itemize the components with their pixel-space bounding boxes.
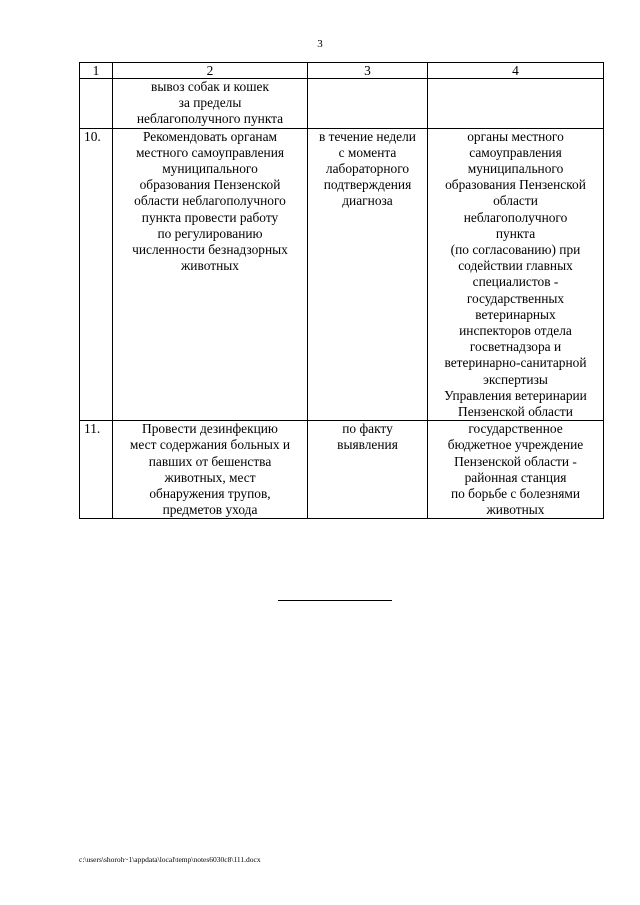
measure-responsible: государственное бюджетное учреждение Пензенской области - районная станция по борьбе с болезнями животных (428, 421, 604, 519)
row-number: 11. (80, 421, 113, 519)
table-header-row (80, 63, 604, 79)
measure-responsible: органы местного самоуправления муниципального образования Пензенской области неблагополучного пункта (по согласованию) при содействии главных специалистов - государственных ветеринарных инспекторов отдела госветнадзора и ветеринарно-санитарной экспертизы Управления ветеринарии Пензенской области (428, 128, 604, 421)
measure-action: вывоз собак и кошек за пределы неблагополучного пункта (113, 79, 308, 129)
measure-action: Рекомендовать органам местного самоуправления муниципального образования Пензенской области неблагополучного пункта провести работу по регулированию численности безнадзорных животных (113, 128, 308, 421)
table-row (80, 128, 604, 421)
footer-file-path: c:\users\shoroh~1\appdata\local\temp\notes6030c8\111.docx (79, 855, 261, 864)
header-cell-3: 3 (308, 63, 428, 79)
row-number (80, 79, 113, 129)
measure-term: по факту выявления (308, 421, 428, 519)
measure-term: в течение недели с момента лабораторного подтверждения диагноза (308, 128, 428, 421)
table-row (80, 421, 604, 519)
header-cell-4: 4 (428, 63, 604, 79)
measure-action: Провести дезинфекцию мест содержания больных и павших от бешенства животных, мест обнаружения трупов, предметов ухода (113, 421, 308, 519)
table-row (80, 79, 604, 129)
header-cell-1: 1 (80, 63, 113, 79)
measure-responsible (428, 79, 604, 129)
page-number: 3 (317, 38, 323, 50)
measure-term (308, 79, 428, 129)
end-separator-line (278, 600, 392, 601)
measures-table (79, 62, 604, 519)
header-cell-2: 2 (113, 63, 308, 79)
row-number: 10. (80, 128, 113, 421)
